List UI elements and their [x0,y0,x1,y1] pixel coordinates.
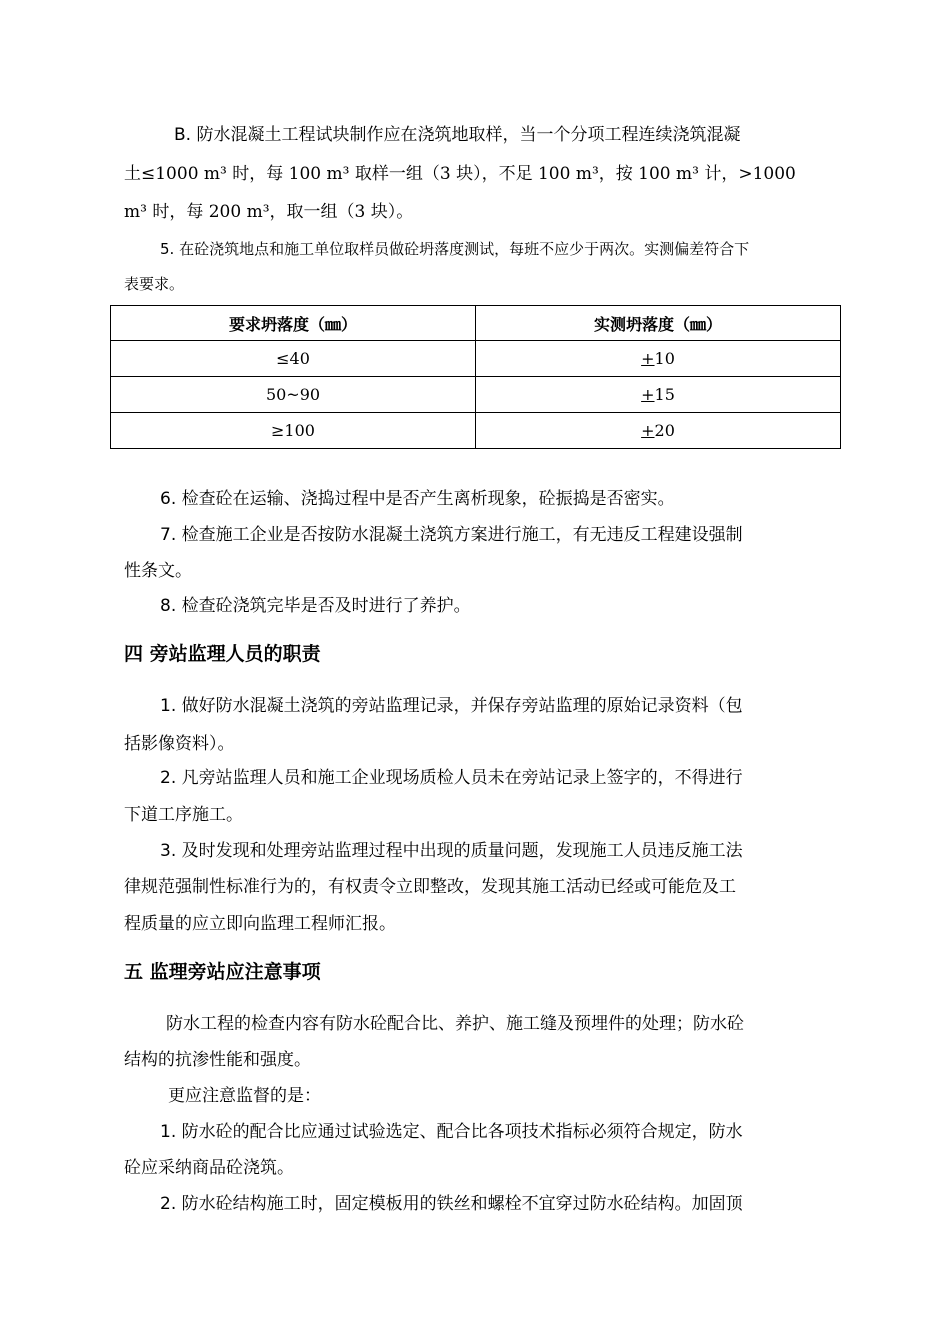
table-header-row [111,306,841,341]
para-b-line2: 土≤1000 m³ 时，每 100 m³ 取样一组（3 块），不足 100 m³，按 100 m³ 计，>1000 [124,164,796,184]
para-b-line3: m³ 时，每 200 m³，取一组（3 块）。 [124,202,414,222]
item7-line2: 性条文。 [124,561,192,581]
item5-line2: 表要求。 [124,275,185,293]
section4-item3-line2: 律规范强制性标准行为的，有权责令立即整改，发现其施工活动已经或可能危及工 [124,877,736,897]
section4-item2-line2: 下道工序施工。 [124,805,243,825]
header-required-slump: 要求坍落度（㎜） [111,306,476,341]
section5-intro-line1: 防水工程的检查内容有防水砼配合比、养护、施工缝及预埋件的处理；防水砼 [166,1014,744,1034]
section4-item3-line3: 程质量的应立即向监理工程师汇报。 [124,914,396,934]
section5-title: 五 监理旁站应注意事项 [124,961,321,983]
deviation-cell [476,413,841,449]
table-row [111,413,841,449]
section5-item1-line2: 砼应采纳商品砼浇筑。 [124,1158,294,1178]
table-row [111,341,841,377]
section4-item3-line1: 3. 及时发现和处理旁站监理过程中出现的质量问题，发现施工人员违反施工法 [160,841,743,861]
section4-item1-line1: 1. 做好防水混凝土浇筑的旁站监理记录，并保存旁站监理的原始记录资料（包 [160,696,743,716]
slump-table [110,305,841,449]
section5-note: 更应注意监督的是： [168,1086,321,1106]
deviation-value: 10 [654,349,675,368]
item5-line1: 5. 在砼浇筑地点和施工单位取样员做砼坍落度测试，每班不应少于两次。实测偏差符合下 [160,240,750,258]
plus-minus-sign: + [641,421,655,440]
item8: 8. 检查砼浇筑完毕是否及时进行了养护。 [160,596,471,616]
section4-item2-line1: 2. 凡旁站监理人员和施工企业现场质检人员未在旁站记录上签字的，不得进行 [160,768,743,788]
section5-item2-line1: 2. 防水砼结构施工时，固定模板用的铁丝和螺栓不宜穿过防水砼结构。加固顶 [160,1194,743,1214]
deviation-value: 15 [654,385,675,404]
item7-line1: 7. 检查施工企业是否按防水混凝土浇筑方案进行施工，有无违反工程建设强制 [160,525,743,545]
section5-intro-line2: 结构的抗渗性能和强度。 [124,1050,311,1070]
para-b-line1: B. 防水混凝土工程试块制作应在浇筑地取样，当一个分项工程连续浇筑混凝 [174,125,741,145]
table-row [111,377,841,413]
required-cell: ≥100 [111,413,476,449]
header-measured-slump: 实测坍落度（㎜） [476,306,841,341]
deviation-cell [476,341,841,377]
deviation-cell [476,377,841,413]
section5-item1-line1: 1. 防水砼的配合比应通过试验选定、配合比各项技术指标必须符合规定，防水 [160,1122,743,1142]
required-cell: 50~90 [111,377,476,413]
required-cell: ≤40 [111,341,476,377]
item6: 6. 检查砼在运输、浇捣过程中是否产生离析现象，砼振捣是否密实。 [160,489,675,509]
deviation-value: 20 [654,421,675,440]
section4-item1-line2: 括影像资料）。 [124,734,235,754]
plus-minus-sign: + [641,349,655,368]
plus-minus-sign: + [641,385,655,404]
section4-title: 四 旁站监理人员的职责 [124,643,321,665]
